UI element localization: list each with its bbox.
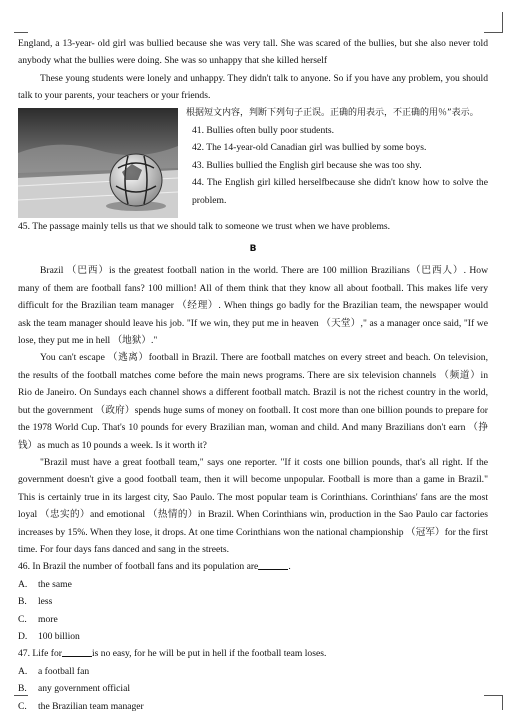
tf-item: 44. The English girl killed herselfbecause she didn't know how to solve the problem.: [192, 177, 488, 206]
question-46: 46. In Brazil the number of football fans and its population are .: [18, 561, 291, 573]
option-item: A. the same: [18, 578, 72, 590]
tf-item: 45. The passage mainly tells us that we should talk to someone we trust when we have problems.: [18, 220, 391, 232]
question-stem: 46. In Brazil the number of football fans and its population are: [18, 561, 259, 573]
passage-b-paragraph: Brazil （巴西）is the greatest football nation in the world. There are 100 million Brazilians（巴西人）. How many of them are football fans? 100 million! All of them think that they know all about football. This makes life very difficult for the Brazilian team manager （经理）. When things go badly for the Brazilian team, the newspaper would ask the team manager should leave his job. "If we win, they put me in heaven （天堂）," as a manager once said, "If we lose, they put me in hell （地狱）.": [18, 265, 488, 347]
tf-item: 42. The 14-year-old Canadian girl was bullied by some boys.: [192, 142, 427, 154]
option-item: C. the Brazilian team manager: [18, 700, 144, 712]
option-item: D. 100 billion: [18, 630, 80, 642]
football-photo: [18, 108, 178, 218]
tf-item: 43. Bullies bullied the English girl because she was too shy.: [192, 159, 422, 171]
option-item: B. any government official: [18, 683, 130, 695]
tf-instruction: 根据短文内容，判断下列句子正误。正确的用表示，不正确的用％”表示。: [186, 107, 479, 118]
answer-blank: [258, 559, 288, 570]
page-corner-mark: [484, 12, 503, 33]
document-page: [18, 35, 488, 715]
passage-a-paragraph: England, a 13-year- old girl was bullied because she was very tall. She was scared of the bullies, but she also never told anybody what the bullies were doing. She was so unhappy that she killed herself: [18, 38, 488, 67]
question-47: 47. Life for is no easy, for he will be put in hell if the football team loses.: [18, 648, 327, 660]
question-stem: 47. Life for: [18, 648, 62, 660]
option-item: C. more: [18, 613, 58, 625]
tf-item: 41. Bullies often bully poor students.: [192, 125, 335, 137]
passage-b-paragraph: You can't escape （逃离）football in Brazil. There are football matches on every street and beach. On television, the results of the football matches come before the main news programs. There are six television channels （频道）in Rio de Janeiro. On Sundays each channel shows a different football match. Brazil is not the richest country in the world, but the government （政府）spends huge sums of money on football. It cost more than one billion pounds to prepare for the 1978 World Cup. That's 10 pounds for every Brazilian man, woman and child. And many Brazilians don't earn （挣钱）as much as 10 pounds a week. Is it worth it?: [18, 352, 488, 451]
passage-a-paragraph: These young students were lonely and unhappy. They didn't talk to anyone. So if you have any problem, you should talk to your parents, your teachers or your friends.: [18, 72, 488, 102]
page-corner-mark: [14, 12, 28, 33]
option-item: B. less: [18, 596, 53, 608]
option-item: A. a football fan: [18, 665, 90, 677]
true-false-section: [18, 105, 488, 218]
passage-b-paragraph: "Brazil must have a great football team," says one reporter. "If it costs one billion pounds, that's all right. If the government doesn't give a good football team, then it will become unpopular. Football is more than a game in Brazil." This is certainly true in its largest city, Sao Paulo. The most popular team is Corinthians. Corinthians' fans are the most loyal （忠实的）and emotional （热情的）in Brazil. When Corinthians win, production in the Sao Paulo car factories increases by 15%. When they lose, it drops. At one time Corinthians won the national championship （冠军）for the first time. For four days fans danced and sang in the streets.: [18, 456, 488, 555]
answer-blank: [62, 646, 92, 657]
section-heading: B: [249, 244, 257, 255]
